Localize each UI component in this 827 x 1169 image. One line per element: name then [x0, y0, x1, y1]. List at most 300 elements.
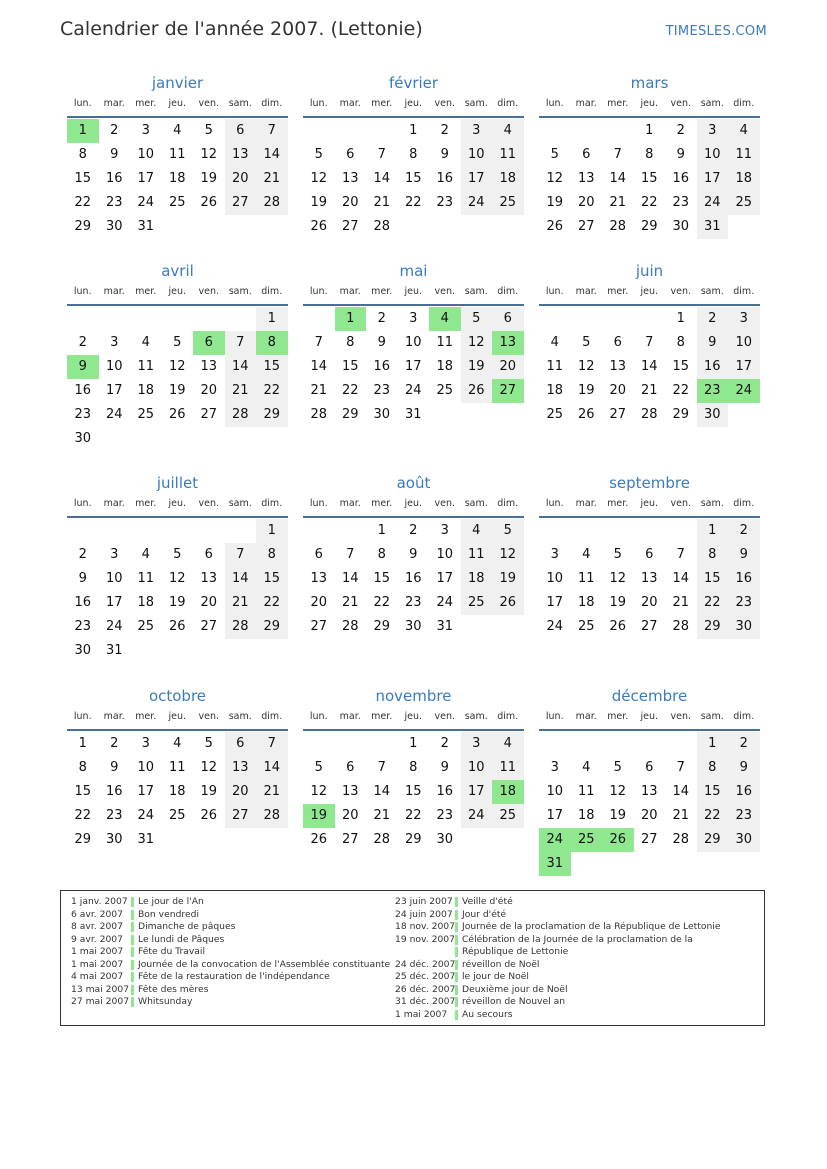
- day-cell: 21: [225, 379, 257, 403]
- day-cell: 4: [492, 732, 524, 756]
- day-cell: 13: [640, 571, 658, 586]
- day-cell: 23: [105, 195, 123, 210]
- day-cell: 27: [640, 832, 658, 847]
- day-cell: 28: [225, 615, 257, 639]
- weekday-label: sam.: [464, 286, 488, 297]
- day-cell: 24: [404, 383, 422, 398]
- day-cell: 22: [74, 808, 92, 823]
- weekday-label: lun.: [73, 711, 92, 722]
- weekday-label: mar.: [575, 498, 597, 509]
- legend-marker: [455, 922, 458, 932]
- day-cell: 17: [105, 383, 123, 398]
- legend-holiday-name: réveillon de Nouvel an: [462, 996, 566, 1007]
- day-cell: 6: [613, 335, 622, 350]
- weekday-label: mer.: [135, 98, 157, 109]
- day-cell: 6: [225, 732, 257, 756]
- day-cell: 27: [577, 219, 595, 234]
- day-cell: 30: [436, 832, 454, 847]
- legend-holiday-name: Au secours: [462, 1008, 513, 1020]
- legend-date: 18 nov. 2007: [395, 921, 456, 932]
- day-cell: 9: [728, 756, 760, 780]
- weekday-label: mer.: [607, 498, 629, 509]
- day-cell: 20: [341, 808, 359, 823]
- weekday-label: ven.: [434, 711, 455, 722]
- day-cell: 7: [645, 335, 654, 350]
- day-cell: 12: [200, 147, 218, 162]
- day-cell: 19: [492, 567, 524, 591]
- day-cell: 31: [436, 619, 454, 634]
- day-cell: 21: [256, 167, 288, 191]
- day-cell: 28: [256, 191, 288, 215]
- day-cell: 7: [256, 119, 288, 143]
- legend-date: 8 avr. 2007: [71, 921, 123, 932]
- day-cell: 5: [204, 736, 213, 751]
- legend-marker: [455, 897, 458, 907]
- day-cell: 12: [200, 760, 218, 775]
- day-cell: 27: [640, 619, 658, 634]
- day-cell: 28: [225, 403, 257, 427]
- weekday-label: dim.: [733, 711, 755, 722]
- day-cell: 9: [728, 543, 760, 567]
- day-cell: 14: [672, 784, 690, 799]
- header-divider: [539, 116, 760, 118]
- day-cell: 25: [546, 407, 564, 422]
- day-cell: 11: [168, 147, 186, 162]
- day-cell: 18: [137, 595, 155, 610]
- day-cell: 18: [436, 359, 454, 374]
- day-cell: 15: [672, 359, 690, 374]
- day-cell: 30: [105, 219, 123, 234]
- day-cell: 26: [310, 832, 328, 847]
- day-cell: 7: [225, 543, 257, 567]
- day-cell: 21: [609, 195, 627, 210]
- day-cell: 10: [546, 784, 564, 799]
- day-cell: 15: [74, 171, 92, 186]
- weekday-label: mar.: [575, 98, 597, 109]
- day-cell: 7: [225, 331, 257, 355]
- header-divider: [303, 116, 524, 118]
- day-cell: 19: [168, 595, 186, 610]
- month-name: février: [388, 74, 439, 92]
- weekday-header: [539, 98, 760, 114]
- day-cell: 25: [168, 195, 186, 210]
- holiday-day-cell: 23: [697, 379, 729, 403]
- weekday-header: [67, 498, 288, 514]
- weekday-label: jeu.: [404, 98, 423, 109]
- weekday-label: jeu.: [404, 711, 423, 722]
- day-cell: 15: [697, 780, 729, 804]
- day-cell: 21: [373, 808, 391, 823]
- day-cell: 1: [697, 732, 729, 756]
- weekday-label: sam.: [228, 286, 252, 297]
- day-cell: 27: [225, 804, 257, 828]
- day-cell: 19: [609, 595, 627, 610]
- day-cell: 14: [256, 756, 288, 780]
- day-cell: 12: [461, 331, 493, 355]
- day-cell: 20: [640, 595, 658, 610]
- weekday-label: lun.: [73, 98, 92, 109]
- day-cell: 20: [225, 167, 257, 191]
- day-cell: 24: [546, 619, 564, 634]
- legend-marker: [131, 935, 134, 945]
- weekday-label: lun.: [309, 98, 328, 109]
- day-cell: 12: [609, 571, 627, 586]
- day-cell: 30: [74, 431, 92, 446]
- weekday-label: dim.: [261, 286, 283, 297]
- weekday-header: [539, 286, 760, 302]
- day-cell: 24: [436, 595, 454, 610]
- day-cell: 1: [256, 519, 288, 543]
- legend-holiday-name: le jour de Noël: [462, 971, 529, 982]
- day-cell: 17: [137, 784, 155, 799]
- day-cell: 27: [609, 407, 627, 422]
- day-cell: 23: [436, 195, 454, 210]
- day-cell: 12: [168, 359, 186, 374]
- day-cell: 16: [404, 571, 422, 586]
- day-cell: 14: [373, 784, 391, 799]
- day-cell: 18: [137, 383, 155, 398]
- day-cell: 29: [256, 403, 288, 427]
- day-cell: 5: [613, 760, 622, 775]
- legend-date: 24 déc. 2007: [395, 958, 456, 970]
- day-cell: 26: [461, 379, 493, 403]
- day-cell: 5: [204, 123, 213, 138]
- weekday-label: sam.: [700, 286, 724, 297]
- holiday-day-cell: 25: [571, 828, 603, 852]
- day-cell: 11: [492, 143, 524, 167]
- day-cell: 10: [461, 143, 493, 167]
- day-cell: 29: [697, 828, 729, 852]
- weekday-label: mer.: [135, 711, 157, 722]
- month-name: mai: [399, 262, 428, 280]
- weekday-label: mer.: [135, 286, 157, 297]
- day-cell: 3: [141, 736, 150, 751]
- day-cell: 3: [697, 119, 729, 143]
- day-cell: 5: [492, 519, 524, 543]
- weekday-label: ven.: [434, 98, 455, 109]
- day-cell: 22: [256, 591, 288, 615]
- day-cell: 18: [168, 784, 186, 799]
- day-cell: 2: [676, 123, 685, 138]
- legend-marker: [455, 997, 458, 1007]
- day-cell: 14: [256, 143, 288, 167]
- day-cell: 13: [310, 571, 328, 586]
- day-cell: 11: [546, 359, 564, 374]
- day-cell: 13: [577, 171, 595, 186]
- day-cell: 14: [310, 359, 328, 374]
- weekday-label: dim.: [497, 286, 519, 297]
- day-cell: 21: [341, 595, 359, 610]
- day-cell: 6: [204, 547, 213, 562]
- header-divider: [67, 516, 288, 518]
- day-cell: 3: [110, 547, 119, 562]
- day-cell: 7: [613, 147, 622, 162]
- day-cell: 26: [609, 619, 627, 634]
- day-cell: 8: [78, 147, 87, 162]
- day-cell: 21: [310, 383, 328, 398]
- day-cell: 22: [672, 383, 690, 398]
- site-link[interactable]: TIMESLES.COM: [665, 24, 767, 39]
- day-cell: 22: [256, 379, 288, 403]
- weekday-label: jeu.: [168, 286, 187, 297]
- day-cell: 20: [640, 808, 658, 823]
- day-cell: 22: [404, 808, 422, 823]
- weekday-label: mar.: [339, 711, 361, 722]
- day-cell: 23: [728, 804, 760, 828]
- day-cell: 4: [141, 335, 150, 350]
- day-cell: 8: [256, 543, 288, 567]
- weekday-label: mer.: [371, 498, 393, 509]
- weekday-label: mer.: [371, 711, 393, 722]
- day-cell: 20: [577, 195, 595, 210]
- day-cell: 7: [377, 760, 386, 775]
- day-cell: 23: [373, 383, 391, 398]
- day-cell: 14: [609, 171, 627, 186]
- weekday-label: lun.: [309, 286, 328, 297]
- day-cell: 3: [440, 523, 449, 538]
- day-cell: 21: [373, 195, 391, 210]
- day-cell: 21: [640, 383, 658, 398]
- day-cell: 18: [577, 808, 595, 823]
- day-cell: 8: [645, 147, 654, 162]
- day-cell: 20: [341, 195, 359, 210]
- day-cell: 23: [74, 407, 92, 422]
- day-cell: 23: [74, 619, 92, 634]
- weekday-label: jeu.: [168, 98, 187, 109]
- day-cell: 30: [728, 615, 760, 639]
- day-cell: 9: [440, 147, 449, 162]
- weekday-header: [539, 498, 760, 514]
- day-cell: 19: [461, 355, 493, 379]
- weekday-label: dim.: [497, 498, 519, 509]
- day-cell: 28: [310, 407, 328, 422]
- day-cell: 11: [492, 756, 524, 780]
- day-cell: 8: [697, 543, 729, 567]
- day-cell: 15: [697, 567, 729, 591]
- day-cell: 12: [492, 543, 524, 567]
- legend-holiday-name: réveillon de Noël: [462, 958, 540, 970]
- day-cell: 18: [728, 167, 760, 191]
- weekday-label: ven.: [198, 498, 219, 509]
- weekday-header: [303, 98, 524, 114]
- day-cell: 31: [697, 215, 729, 239]
- day-cell: 22: [697, 591, 729, 615]
- day-cell: 28: [609, 219, 627, 234]
- day-cell: 9: [377, 335, 386, 350]
- weekday-label: ven.: [670, 711, 691, 722]
- weekday-header: [303, 498, 524, 514]
- day-cell: 4: [141, 547, 150, 562]
- day-cell: 30: [672, 219, 690, 234]
- day-cell: 19: [200, 784, 218, 799]
- weekday-label: sam.: [228, 498, 252, 509]
- month-name: décembre: [611, 687, 688, 705]
- day-cell: 16: [373, 359, 391, 374]
- weekday-label: mer.: [607, 711, 629, 722]
- month-name: mars: [630, 74, 669, 92]
- day-cell: 8: [409, 147, 418, 162]
- day-cell: 25: [728, 191, 760, 215]
- weekday-label: sam.: [464, 711, 488, 722]
- day-cell: 10: [728, 331, 760, 355]
- day-cell: 22: [341, 383, 359, 398]
- weekday-label: ven.: [434, 286, 455, 297]
- weekday-header: [303, 711, 524, 727]
- holiday-day-cell: 4: [429, 307, 461, 331]
- day-cell: 1: [409, 736, 418, 751]
- day-cell: 26: [168, 619, 186, 634]
- legend-marker: [131, 897, 134, 907]
- day-cell: 28: [341, 619, 359, 634]
- day-cell: 24: [105, 619, 123, 634]
- legend-marker: [455, 947, 458, 957]
- weekday-label: ven.: [198, 286, 219, 297]
- holiday-day-cell: 9: [67, 355, 99, 379]
- day-cell: 21: [256, 780, 288, 804]
- day-cell: 23: [105, 808, 123, 823]
- day-cell: 15: [404, 784, 422, 799]
- weekday-label: mar.: [339, 98, 361, 109]
- header-divider: [303, 304, 524, 306]
- holiday-day-cell: 8: [256, 331, 288, 355]
- legend-marker: [131, 960, 134, 970]
- legend-holiday-name: Fête des mères: [138, 983, 209, 995]
- weekday-label: jeu.: [640, 498, 659, 509]
- day-cell: 29: [697, 615, 729, 639]
- page-title: Calendrier de l'année 2007. (Lettonie): [60, 18, 423, 40]
- weekday-label: lun.: [545, 711, 564, 722]
- day-cell: 14: [225, 355, 257, 379]
- day-cell: 9: [110, 760, 119, 775]
- day-cell: 8: [377, 547, 386, 562]
- day-cell: 12: [609, 784, 627, 799]
- weekday-header: [303, 286, 524, 302]
- day-cell: 22: [74, 195, 92, 210]
- day-cell: 27: [225, 191, 257, 215]
- day-cell: 9: [78, 571, 87, 586]
- day-cell: 4: [173, 123, 182, 138]
- holiday-day-cell: 13: [492, 331, 524, 355]
- day-cell: 30: [728, 828, 760, 852]
- day-cell: 30: [697, 403, 729, 427]
- holiday-day-cell: 31: [539, 852, 571, 876]
- weekday-label: lun.: [309, 498, 328, 509]
- weekday-label: lun.: [309, 711, 328, 722]
- day-cell: 15: [640, 171, 658, 186]
- header-divider: [303, 729, 524, 731]
- header-divider: [539, 729, 760, 731]
- legend-date: 19 nov. 2007: [395, 933, 456, 945]
- day-cell: 10: [436, 547, 454, 562]
- day-cell: 31: [137, 219, 155, 234]
- day-cell: 22: [697, 804, 729, 828]
- day-cell: 1: [676, 311, 685, 326]
- day-cell: 11: [577, 571, 595, 586]
- weekday-label: mar.: [103, 286, 125, 297]
- day-cell: 10: [461, 756, 493, 780]
- day-cell: 26: [200, 195, 218, 210]
- legend-date: 6 avr. 2007: [71, 908, 123, 920]
- day-cell: 21: [672, 808, 690, 823]
- day-cell: 18: [492, 167, 524, 191]
- day-cell: 2: [110, 123, 119, 138]
- day-cell: 25: [461, 591, 493, 615]
- day-cell: 5: [550, 147, 559, 162]
- day-cell: 1: [409, 123, 418, 138]
- day-cell: 11: [728, 143, 760, 167]
- day-cell: 16: [436, 171, 454, 186]
- day-cell: 10: [137, 760, 155, 775]
- day-cell: 25: [436, 383, 454, 398]
- day-cell: 6: [225, 119, 257, 143]
- day-cell: 2: [78, 547, 87, 562]
- day-cell: 26: [310, 219, 328, 234]
- month-name: octobre: [148, 687, 207, 705]
- day-cell: 12: [546, 171, 564, 186]
- day-cell: 23: [672, 195, 690, 210]
- header-divider: [303, 516, 524, 518]
- day-cell: 24: [697, 191, 729, 215]
- weekday-label: mar.: [103, 498, 125, 509]
- day-cell: 26: [168, 407, 186, 422]
- day-cell: 17: [461, 167, 493, 191]
- day-cell: 9: [697, 331, 729, 355]
- legend-date: 1 mai 2007: [71, 958, 124, 970]
- day-cell: 15: [373, 571, 391, 586]
- day-cell: 3: [409, 311, 418, 326]
- day-cell: 27: [341, 832, 359, 847]
- day-cell: 20: [200, 595, 218, 610]
- weekday-label: jeu.: [404, 286, 423, 297]
- day-cell: 13: [341, 171, 359, 186]
- day-cell: 18: [168, 171, 186, 186]
- day-cell: 4: [582, 547, 591, 562]
- weekday-label: lun.: [545, 98, 564, 109]
- day-cell: 6: [314, 547, 323, 562]
- day-cell: 17: [137, 171, 155, 186]
- legend-date: 25 déc. 2007: [395, 971, 456, 982]
- day-cell: 17: [461, 780, 493, 804]
- legend-marker: [455, 972, 458, 982]
- day-cell: 25: [137, 407, 155, 422]
- legend-date: 31 déc. 2007: [395, 996, 456, 1007]
- day-cell: 5: [173, 335, 182, 350]
- day-cell: 26: [546, 219, 564, 234]
- day-cell: 1: [377, 523, 386, 538]
- day-cell: 7: [314, 335, 323, 350]
- day-cell: 9: [676, 147, 685, 162]
- day-cell: 25: [492, 191, 524, 215]
- holiday-day-cell: 18: [492, 780, 524, 804]
- day-cell: 21: [672, 595, 690, 610]
- month-name: septembre: [609, 474, 690, 492]
- day-cell: 16: [74, 383, 92, 398]
- day-cell: 1: [645, 123, 654, 138]
- month-name: novembre: [375, 687, 452, 705]
- day-cell: 19: [200, 171, 218, 186]
- weekday-header: [539, 711, 760, 727]
- header-divider: [67, 116, 288, 118]
- header-divider: [539, 304, 760, 306]
- day-cell: 26: [577, 407, 595, 422]
- weekday-label: lun.: [73, 286, 92, 297]
- day-cell: 13: [200, 571, 218, 586]
- weekday-label: dim.: [261, 98, 283, 109]
- day-cell: 2: [78, 335, 87, 350]
- day-cell: 2: [110, 736, 119, 751]
- weekday-label: jeu.: [640, 711, 659, 722]
- weekday-label: ven.: [198, 711, 219, 722]
